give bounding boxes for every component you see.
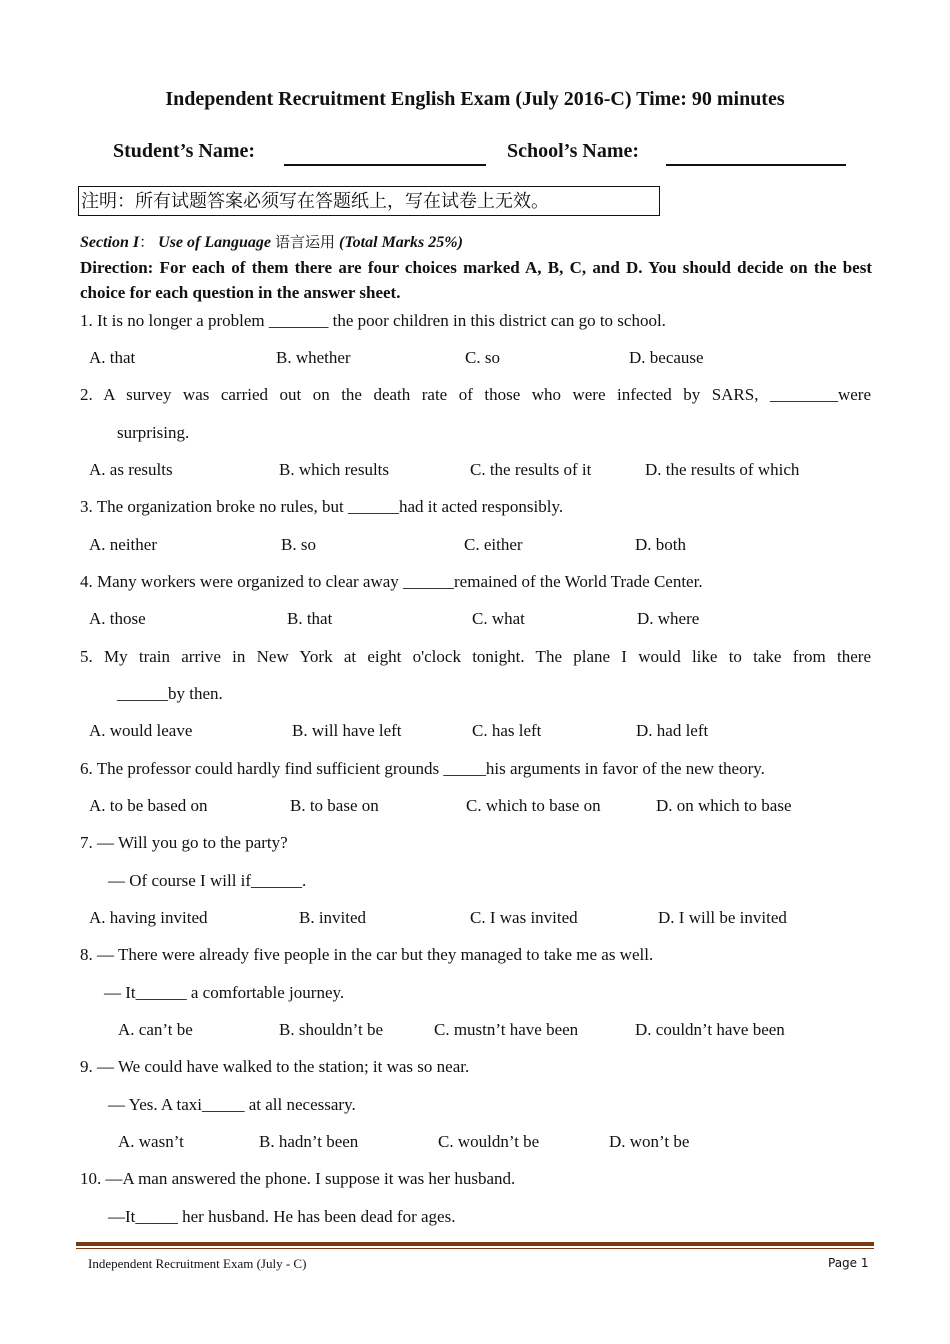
option-a: A. as results (89, 460, 173, 479)
option-d: D. both (635, 535, 686, 554)
student-name-blank[interactable] (284, 164, 486, 166)
option-d: D. had left (636, 721, 709, 740)
option-b: B. to base on (290, 796, 379, 815)
question-7-reply: — Of course I will if______. (108, 871, 307, 890)
option-d: D. couldn’t have been (635, 1020, 785, 1039)
question-9-reply: — Yes. A taxi_____ at all necessary. (108, 1095, 356, 1114)
footer-rule-thick (76, 1242, 874, 1246)
school-name-blank[interactable] (666, 164, 846, 166)
option-b: B. whether (276, 348, 351, 367)
option-c: C. I was invited (470, 908, 578, 927)
option-c: C. so (465, 348, 500, 367)
school-name-label: School’s Name: (507, 140, 640, 162)
option-a: A. that (89, 348, 136, 367)
question-2: 2. A survey was carried out on the death rate of those who were infected by SARS, ________were (80, 385, 871, 404)
option-a: A. having invited (89, 908, 208, 927)
section-name: Use of Language (158, 234, 272, 251)
option-c: C. either (464, 535, 523, 554)
option-d: D. because (629, 348, 704, 367)
question-9: 9. — We could have walked to the station; it was so near. (80, 1057, 470, 1076)
option-c: C. has left (472, 721, 542, 740)
option-d: D. the results of which (645, 460, 800, 479)
option-b: B. invited (299, 908, 367, 927)
question-3: 3. The organization broke no rules, but ______had it acted responsibly. (80, 497, 564, 516)
footer-rule-thin (76, 1248, 874, 1249)
option-d: D. where (637, 609, 700, 628)
option-a: A. neither (89, 535, 157, 554)
option-b: B. so (281, 535, 316, 554)
notice-box: 注明：所有试题答案必须写在答题纸上，写在试卷上无效。 (78, 186, 660, 216)
question-8-reply: — It______ a comfortable journey. (104, 983, 345, 1002)
footer-page-number: Page 1 (828, 1256, 869, 1270)
option-b: B. hadn’t been (259, 1132, 359, 1151)
option-c: C. the results of it (470, 460, 592, 479)
option-b: B. which results (279, 460, 390, 479)
footer-exam-name: Independent Recruitment Exam (July - C) (88, 1256, 307, 1271)
option-b: B. shouldn’t be (279, 1020, 384, 1039)
option-b: B. will have left (292, 721, 402, 740)
option-a: A. those (89, 609, 146, 628)
section-chinese: 语言运用 (275, 233, 336, 251)
question-1: 1. It is no longer a problem _______ the poor children in this district can go to school. (80, 311, 666, 330)
question-5-cont: ______by then. (117, 684, 223, 703)
question-5: 5. My train arrive in New York at eight o'clock tonight. The plane I would like to take from there (80, 647, 871, 666)
option-c: C. wouldn’t be (438, 1132, 540, 1151)
section-heading (80, 231, 463, 252)
option-d: D. on which to base (656, 796, 792, 815)
exam-title: Independent Recruitment English Exam (July 2016-C) Time: 90 minutes (165, 88, 785, 110)
option-c: C. what (472, 609, 525, 628)
option-d: D. won’t be (609, 1132, 690, 1151)
section-colon: ： (139, 233, 155, 251)
question-8: 8. — There were already five people in the car but they managed to take me as well. (80, 945, 654, 964)
question-4: 4. Many workers were organized to clear away ______remained of the World Trade Center. (80, 572, 703, 591)
option-a: A. can’t be (118, 1020, 193, 1039)
section-marks: (Total Marks 25%) (339, 234, 463, 251)
question-2-cont: surprising. (117, 423, 190, 442)
student-name-label: Student’s Name: (113, 140, 256, 162)
option-a: A. would leave (89, 721, 193, 740)
direction-text: Direction: For each of them there are four choices marked A, B, C, and D. You should decide on the best choice for each question in the answer sheet. (80, 258, 872, 302)
option-d: D. I will be invited (658, 908, 787, 927)
option-c: C. mustn’t have been (434, 1020, 579, 1039)
option-b: B. that (287, 609, 333, 628)
question-7: 7. — Will you go to the party? (80, 833, 288, 852)
option-a: A. wasn’t (118, 1132, 184, 1151)
question-6: 6. The professor could hardly find sufficient grounds _____his arguments in favor of the new theory. (80, 759, 765, 778)
section-label: Section I (80, 234, 140, 251)
option-c: C. which to base on (466, 796, 601, 815)
question-10-reply: —It_____ her husband. He has been dead for ages. (108, 1207, 456, 1226)
question-10: 10. —A man answered the phone. I suppose it was her husband. (80, 1169, 516, 1188)
option-a: A. to be based on (89, 796, 208, 815)
